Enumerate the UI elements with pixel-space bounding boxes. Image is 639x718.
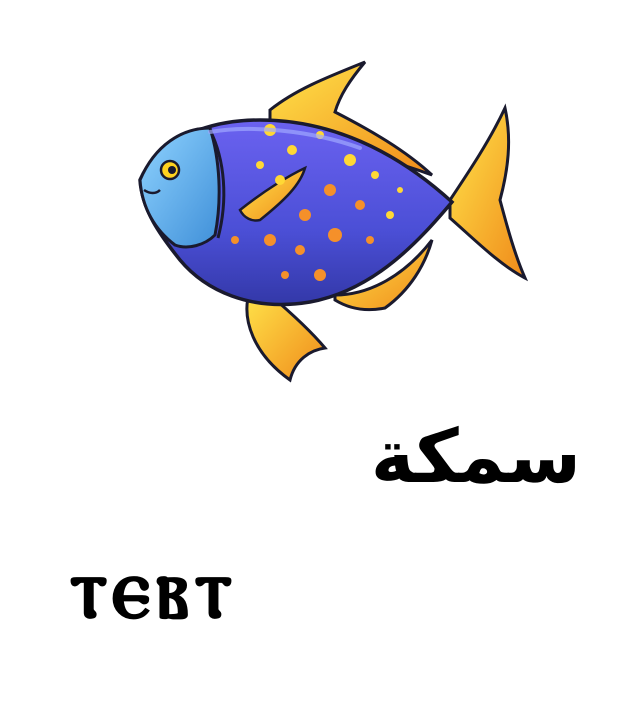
arabic-word-label: سمكة [370,414,581,500]
fish-head [140,128,219,247]
tail-fin [450,108,525,278]
fish-illustration [120,50,540,390]
coptic-word-label: ⲧⲉⲃⲧ [70,537,239,638]
fish-pupil [168,166,176,174]
